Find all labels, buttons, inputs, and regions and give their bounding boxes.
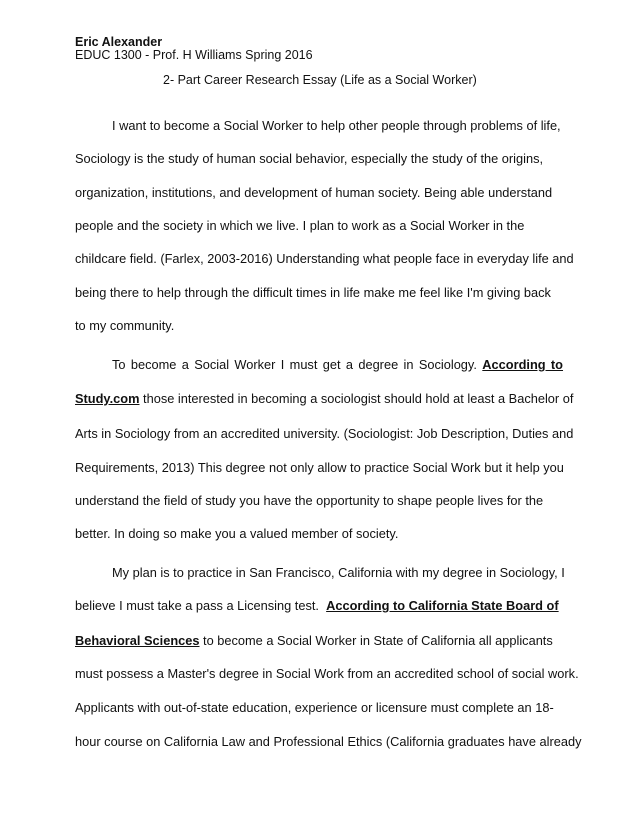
paragraph-line — [75, 633, 553, 649]
link-california-state-board[interactable]: According to California State Board of — [326, 598, 559, 613]
paragraph-line: to my community. — [75, 318, 175, 333]
paragraph-line: Requirements, 2013) This degree not only allow to practice Social Work but it help you — [75, 460, 564, 475]
paragraph-line — [75, 598, 559, 614]
link-behavioral-sciences[interactable]: Behavioral Sciences — [75, 633, 200, 648]
link-study-com[interactable]: Study.com — [75, 391, 140, 406]
paragraph-line: My plan is to practice in San Francisco, California with my degree in Sociology, I — [112, 565, 565, 580]
paragraph-line: hour course on California Law and Professional Ethics (California graduates have already — [75, 734, 582, 749]
paragraph-line: Sociology is the study of human social behavior, especially the study of the origins, — [75, 151, 544, 166]
paragraph-text: To become a Social Worker I must get a degree in Sociology. — [112, 357, 477, 372]
paragraph-line: understand the field of study you have the opportunity to shape people lives for the — [75, 493, 544, 508]
paragraph-line: I want to become a Social Worker to help other people through problems of life, — [112, 118, 561, 133]
link-according-to[interactable]: According to — [482, 357, 564, 372]
paragraph-line — [112, 357, 563, 373]
paragraph-line: people and the society in which we live. I plan to work as a Social Worker in the — [75, 218, 525, 233]
course-info: EDUC 1300 - Prof. H Williams Spring 2016 — [75, 48, 313, 62]
paragraph-text: to become a Social Worker in State of California all applicants — [199, 633, 553, 648]
essay-title: 2- Part Career Research Essay (Life as a Social Worker) — [163, 73, 477, 87]
paragraph-line: Arts in Sociology from an accredited university. (Sociologist: Job Description, Duties and — [75, 426, 574, 441]
paragraph-text: believe I must take a pass a Licensing test. — [75, 598, 319, 613]
author-name: Eric Alexander — [75, 35, 163, 49]
paragraph-line: being there to help through the difficult times in life make me feel like I'm giving back — [75, 285, 551, 300]
paragraph-text: those interested in becoming a sociologist should hold at least a Bachelor of — [139, 391, 574, 406]
paragraph-line: must possess a Master's degree in Social Work from an accredited school of social work. — [75, 666, 579, 681]
paragraph-line: better. In doing so make you a valued member of society. — [75, 526, 399, 541]
paragraph-line — [75, 391, 573, 407]
paragraph-line: organization, institutions, and development of human society. Being able understand — [75, 185, 553, 200]
paragraph-line: childcare field. (Farlex, 2003-2016) Understanding what people face in everyday life and — [75, 251, 574, 266]
paragraph-line: Applicants with out-of-state education, experience or licensure must complete an 18- — [75, 700, 554, 715]
